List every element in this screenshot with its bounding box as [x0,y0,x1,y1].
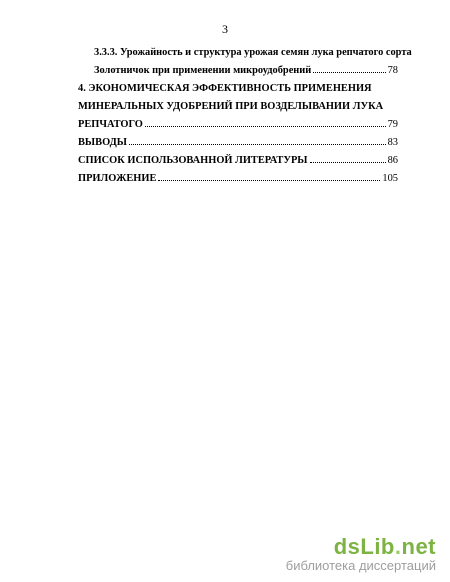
toc-entry-text: РЕПЧАТОГО [78,119,143,130]
logo-main-text: dsLib [333,534,395,559]
toc-entry-text: 4. ЭКОНОМИЧЕСКАЯ ЭФФЕКТИВНОСТЬ ПРИМЕНЕНИЯ [78,83,372,94]
toc-page-number: 79 [387,119,398,130]
logo-tld-text: net [401,534,436,559]
watermark-subtitle: библиотека диссертаций [285,558,436,573]
toc-leader-dots [129,143,386,145]
toc-page-number: 105 [382,173,398,184]
toc-leader-dots [310,161,386,163]
toc-entry-text: СПИСОК ИСПОЛЬЗОВАННОЙ ЛИТЕРАТУРЫ [78,155,308,166]
toc-leader-dots [313,71,385,73]
toc-entry-references[interactable] [78,154,398,167]
toc-entry-chapter-4-line3[interactable] [78,118,398,131]
page-number: 3 [222,22,228,36]
toc-entry-chapter-4[interactable] [78,82,398,95]
toc-page-number: 86 [387,155,398,166]
toc-entry-text: ВЫВОДЫ [78,137,127,148]
toc-entry-conclusions[interactable] [78,136,398,149]
toc-entry-text: Золотничок при применении микроудобрений [94,65,312,76]
toc-entry-text: 3.3.3. Урожайность и структура урожая семян лука репчатого сорта [94,47,412,58]
toc-page-number: 78 [387,65,398,76]
toc-entry-text: ПРИЛОЖЕНИЕ [78,173,157,184]
toc-entry-text: МИНЕРАЛЬНЫХ УДОБРЕНИЙ ПРИ ВОЗДЕЛЫВАНИИ ЛУКА [78,101,384,112]
toc-entry-chapter-4-line2 [78,100,398,113]
dslib-logo [286,536,436,558]
logo-dot-text: . [394,534,402,559]
toc-entry-appendix[interactable] [78,172,398,185]
toc-leader-dots [158,179,380,181]
toc-entry-3-3-3[interactable] [94,46,412,59]
toc-entry-3-3-3-cont[interactable] [94,64,398,77]
toc-page-number: 83 [387,137,398,148]
dslib-watermark[interactable] [286,536,436,574]
toc-leader-dots [145,125,386,127]
